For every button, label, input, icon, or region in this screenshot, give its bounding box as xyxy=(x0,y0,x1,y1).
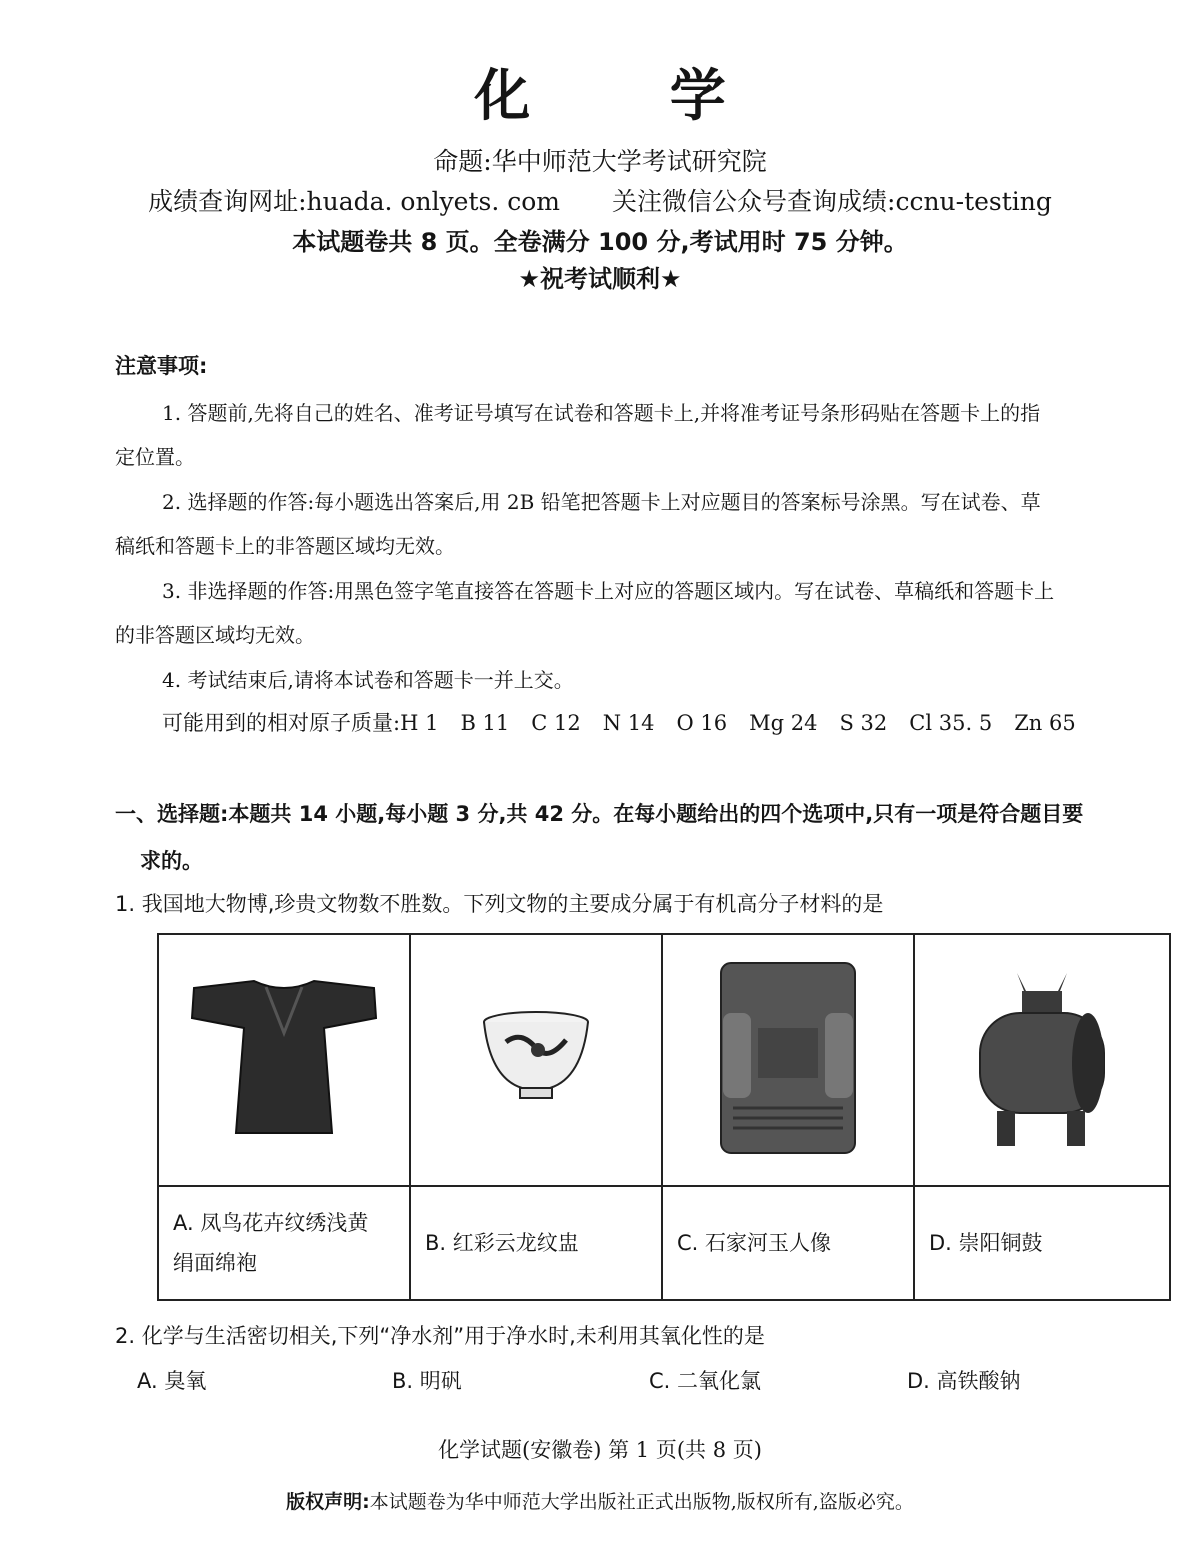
pages-info: 本试题卷共 8 页。全卷满分 100 分,考试用时 75 分钟。 xyxy=(292,228,908,256)
score-query-line xyxy=(0,182,1200,218)
q2-option-a: A. 臭氧 xyxy=(137,1369,207,1393)
option-cell xyxy=(662,1186,914,1300)
atomic-mass: Zn 65 xyxy=(1014,711,1076,735)
bronze-drum-icon xyxy=(972,963,1112,1153)
atomic-masses xyxy=(162,707,1098,737)
artifact-image-cell xyxy=(158,934,410,1186)
artifact-image-cell xyxy=(410,934,662,1186)
question-2-stem: 2. 化学与生活密切相关,下列“净水剂”用于净水时,未利用其氧化性的是 xyxy=(115,1324,765,1348)
option-label-cont: 绢面绵袍 xyxy=(173,1251,257,1275)
note-4: 4. 考试结束后,请将本试卷和答题卡一并上交。 xyxy=(162,668,574,692)
artifact-image-cell xyxy=(914,934,1170,1186)
atomic-mass: N 14 xyxy=(602,711,655,735)
option-cell xyxy=(410,1186,662,1300)
note-3a: 3. 非选择题的作答:用黑色签字笔直接答在答题卡上对应的答题区域内。写在试卷、草稿纸和答题卡上 xyxy=(162,579,1055,603)
note-2b: 稿纸和答题卡上的非答题区域均无效。 xyxy=(115,534,455,558)
note-3b: 的非答题区域均无效。 xyxy=(115,623,315,647)
page-title: 化 学 xyxy=(474,64,786,129)
note-1a: 1. 答题前,先将自己的姓名、准考证号填写在试卷和答题卡上,并将准考证号条形码贴在答题卡上的指 xyxy=(162,401,1041,425)
query-wechat: 关注微信公众号查询成绩:ccnu-testing xyxy=(612,187,1052,216)
query-site: 成绩查询网址:huada. onlyets. com xyxy=(148,187,561,216)
artifact-table xyxy=(157,933,1171,1301)
atomic-mass: Cl 35. 5 xyxy=(909,711,993,735)
option-cell xyxy=(158,1186,410,1300)
note-1b: 定位置。 xyxy=(115,445,195,469)
q2-option-c: C. 二氧化氯 xyxy=(649,1369,762,1393)
note-2a: 2. 选择题的作答:每小题选出答案后,用 2B 铅笔把答题卡上对应题目的答案标号涂黑。写在试卷、草 xyxy=(162,490,1041,514)
jade-figure-icon xyxy=(713,958,863,1158)
option-label: A. 凤鸟花卉纹绣浅黄 xyxy=(173,1211,369,1235)
atomic-mass: S 32 xyxy=(839,711,888,735)
copyright-label: 版权声明: xyxy=(286,1491,370,1513)
porcelain-cup-icon xyxy=(476,1008,596,1108)
silk-robe-icon xyxy=(184,973,384,1143)
page-footer: 化学试题(安徽卷) 第 1 页(共 8 页) xyxy=(438,1438,762,1462)
atomic-mass: B 11 xyxy=(460,711,510,735)
atomic-mass: Mg 24 xyxy=(749,711,818,735)
atomic-mass: O 16 xyxy=(676,711,728,735)
part1-heading: 一、选择题:本题共 14 小题,每小题 3 分,共 42 分。在每小题给出的四个选项中,只有一项是符合题目要 xyxy=(115,802,1084,826)
atomic-label: 可能用到的相对原子质量: xyxy=(162,711,401,735)
option-label: C. 石家河玉人像 xyxy=(677,1231,832,1255)
copyright-text: 本试题卷为华中师范大学出版社正式出版物,版权所有,盗版必究。 xyxy=(369,1491,914,1513)
option-cell xyxy=(914,1186,1170,1300)
exam-author: 命题:华中师范大学考试研究院 xyxy=(433,147,767,176)
option-label: D. 崇阳铜鼓 xyxy=(929,1231,1043,1255)
copyright-notice xyxy=(0,1487,1200,1514)
q2-option-b: B. 明矾 xyxy=(392,1369,462,1393)
good-luck: ★祝考试顺利★ xyxy=(518,265,682,293)
question-1-stem: 1. 我国地大物博,珍贵文物数不胜数。下列文物的主要成分属于有机高分子材料的是 xyxy=(115,892,884,916)
atomic-mass: H 1 xyxy=(400,711,439,735)
notes-heading: 注意事项: xyxy=(115,354,208,378)
artifact-image-cell xyxy=(662,934,914,1186)
atomic-mass: C 12 xyxy=(531,711,581,735)
part1-heading-cont: 求的。 xyxy=(140,849,203,873)
option-label: B. 红彩云龙纹盅 xyxy=(425,1231,579,1255)
q2-option-d: D. 高铁酸钠 xyxy=(907,1369,1021,1393)
